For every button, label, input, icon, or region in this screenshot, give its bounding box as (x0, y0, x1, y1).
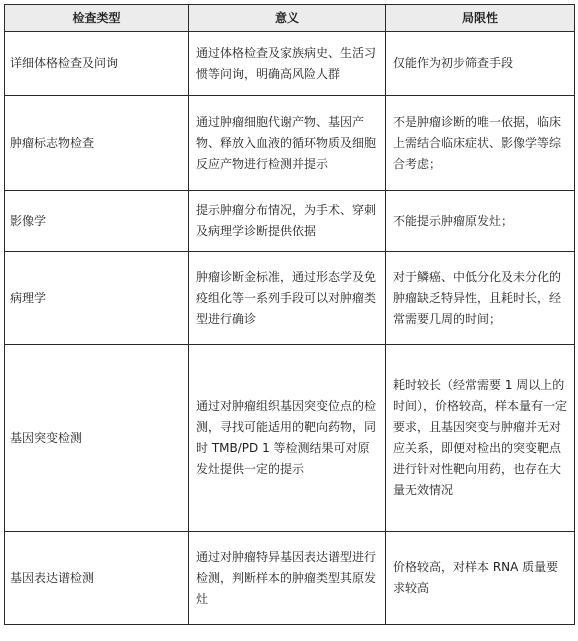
cell-meaning: 通过对肿瘤特异基因表达谱型进行检测，判断样本的肿瘤类型其原发灶 (189, 532, 386, 625)
table-header (5, 5, 575, 32)
header-exam-type: 检查类型 (5, 5, 189, 32)
table-row (5, 252, 575, 345)
table-row (5, 532, 575, 625)
header-meaning: 意义 (189, 5, 386, 32)
cell-exam-type: 影像学 (5, 191, 189, 252)
cell-limitation: 对于鳞癌、中低分化及未分化的肿瘤缺乏特异性，且耗时长，经常需要几周的时间； (386, 252, 575, 345)
cell-exam-type: 肿瘤标志物检查 (5, 96, 189, 191)
cell-meaning: 肿瘤诊断金标准，通过形态学及免疫组化等一系列手段可以对肿瘤类型进行确诊 (189, 252, 386, 345)
header-limitation: 局限性 (386, 5, 575, 32)
cell-exam-type: 详细体格检查及问询 (5, 32, 189, 96)
cell-limitation: 耗时较长（经常需要 1 周以上的时间），价格较高，样本量有一定要求，且基因突变与肿瘤并无对应关系，即便对检出的突变靶点进行针对性靶向用药，也存在大量无效情况 (386, 345, 575, 532)
cell-exam-type: 病理学 (5, 252, 189, 345)
table-row (5, 96, 575, 191)
table-row (5, 191, 575, 252)
header-row (5, 5, 575, 32)
table-row (5, 32, 575, 96)
cell-limitation: 价格较高，对样本 RNA 质量要求较高 (386, 532, 575, 625)
cell-meaning: 通过对肿瘤组织基因突变位点的检测，寻找可能适用的靶向药物，同时 TMB/PD 1 等检测结果可对原发灶提供一定的提示 (189, 345, 386, 532)
cell-limitation: 不能提示肿瘤原发灶； (386, 191, 575, 252)
cell-meaning: 提示肿瘤分布情况，为手术、穿刺及病理学诊断提供依据 (189, 191, 386, 252)
table-row (5, 345, 575, 532)
cell-limitation: 仅能作为初步筛查手段 (386, 32, 575, 96)
cell-exam-type: 基因突变检测 (5, 345, 189, 532)
exam-comparison-table (4, 4, 575, 625)
cell-limitation: 不是肿瘤诊断的唯一依据，临床上需结合临床症状、影像学等综合考虑； (386, 96, 575, 191)
table-body (5, 32, 575, 625)
cell-exam-type: 基因表达谱检测 (5, 532, 189, 625)
cell-meaning: 通过肿瘤细胞代谢产物、基因产物、释放入血液的循环物质及细胞反应产物进行检测并提示 (189, 96, 386, 191)
cell-meaning: 通过体格检查及家族病史、生活习惯等问询，明确高风险人群 (189, 32, 386, 96)
